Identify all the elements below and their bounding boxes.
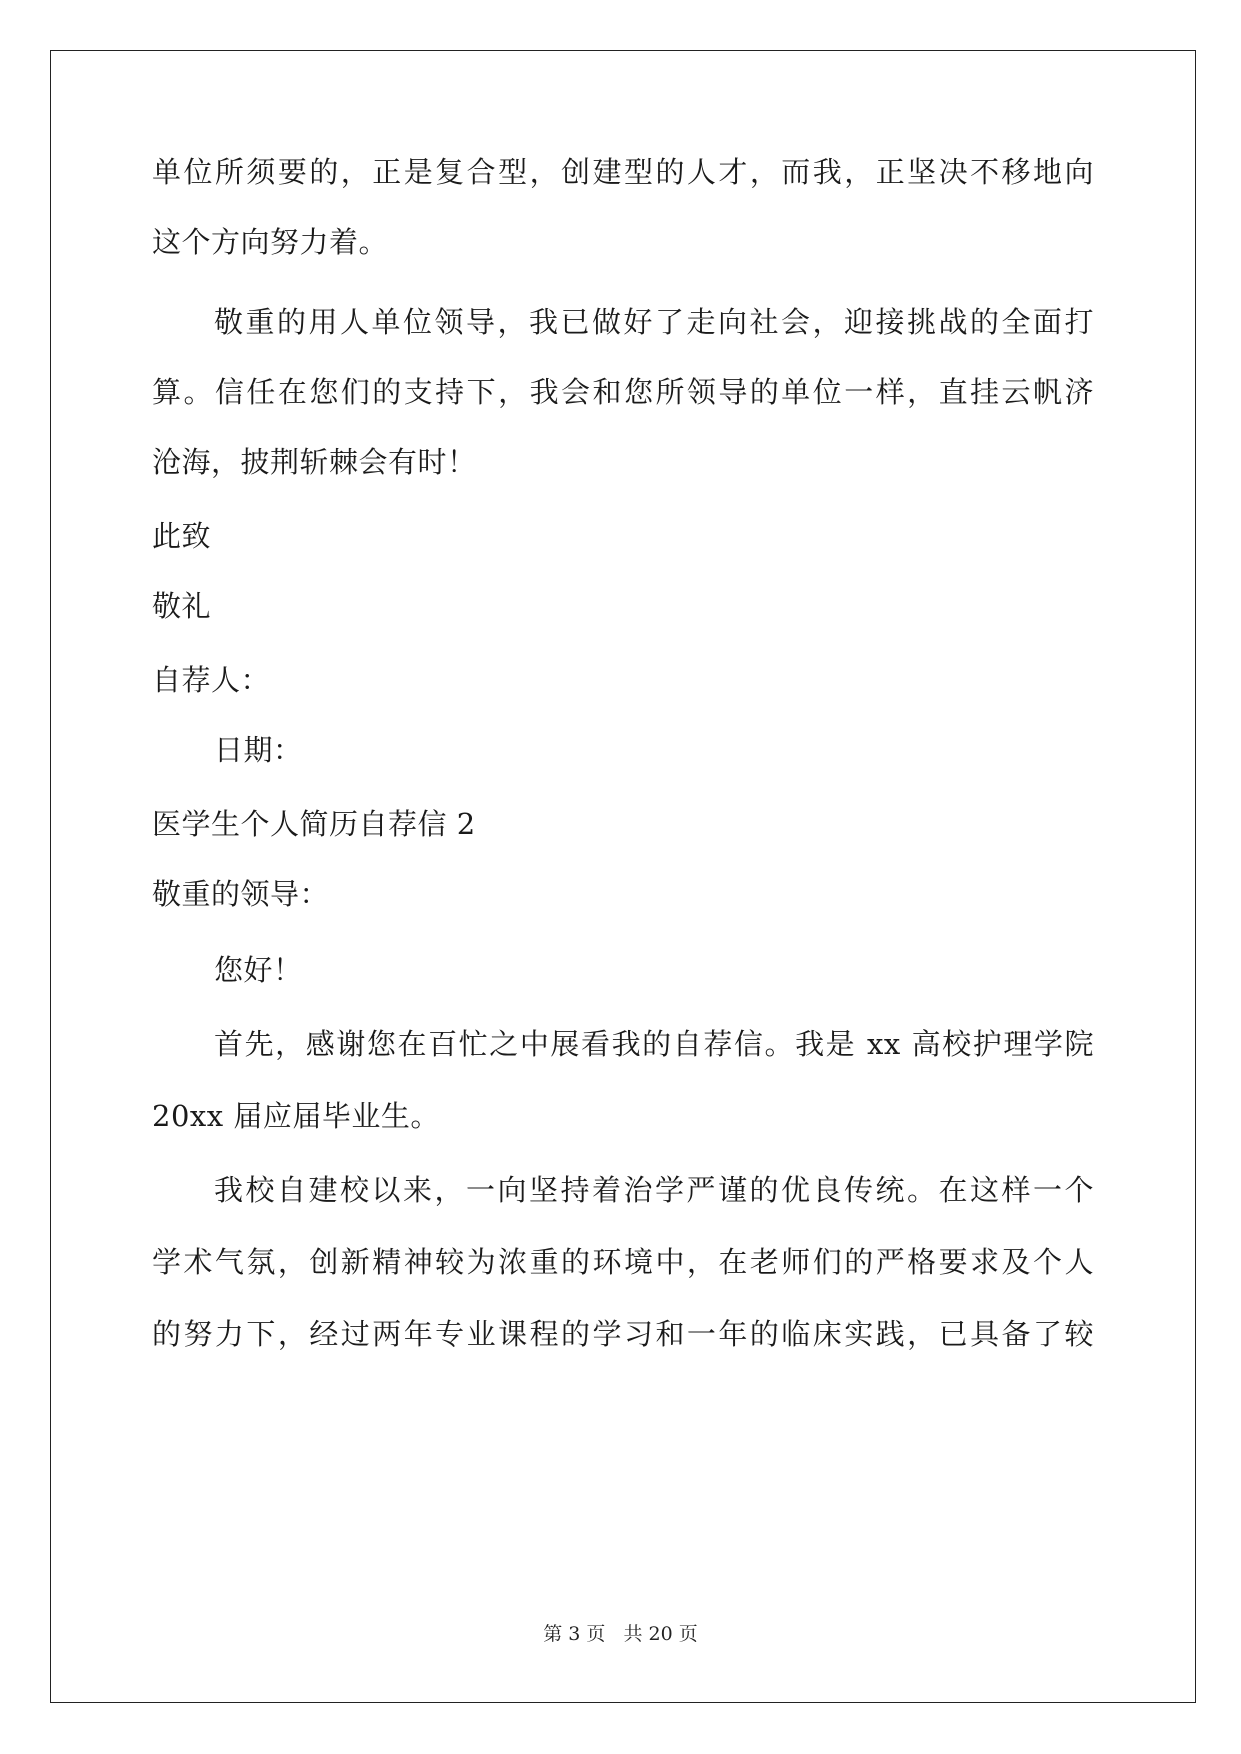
greeting: 您好！ (214, 953, 303, 987)
page-total: 共 20 页 (623, 1623, 698, 1645)
page-number: 第 3 页 (543, 1623, 606, 1645)
text-line: 首先，感谢您在百忙之中展看我的自荐信。我是 xx 高校护理学院 (214, 1027, 1094, 1061)
text-line: 敬重的用人单位领导，我已做好了走向社会，迎接挑战的全面打 (214, 305, 1094, 339)
text-line: 单位所须要的，正是复合型，创建型的人才，而我，正坚决不移地向 (152, 155, 1094, 189)
greeting-addressee: 敬重的领导： (152, 877, 330, 911)
salutation-regards: 敬礼 (152, 589, 212, 623)
text-line: 这个方向努力着。 (152, 225, 389, 259)
text-line: 我校自建校以来，一向坚持着治学严谨的优良传统。在这样一个 (214, 1173, 1094, 1207)
text-line: 沧海，披荆斩棘会有时！ (152, 445, 477, 479)
date-label: 日期： (214, 733, 303, 767)
text-line: 的努力下，经过两年专业课程的学习和一年的临床实践，已具备了较 (152, 1317, 1094, 1351)
text-line: 20xx 届应届毕业生。 (152, 1099, 440, 1133)
salutation-closing: 此致 (152, 519, 212, 553)
text-line: 算。信任在您们的支持下，我会和您所领导的单位一样，直挂云帆济 (152, 375, 1094, 409)
text-line: 学术气氛，创新精神较为浓重的环境中，在老师们的严格要求及个人 (152, 1245, 1094, 1279)
page-footer (0, 1622, 1241, 1646)
signature-label: 自荐人： (152, 663, 271, 697)
section-title: 医学生个人简历自荐信 2 (152, 807, 476, 841)
